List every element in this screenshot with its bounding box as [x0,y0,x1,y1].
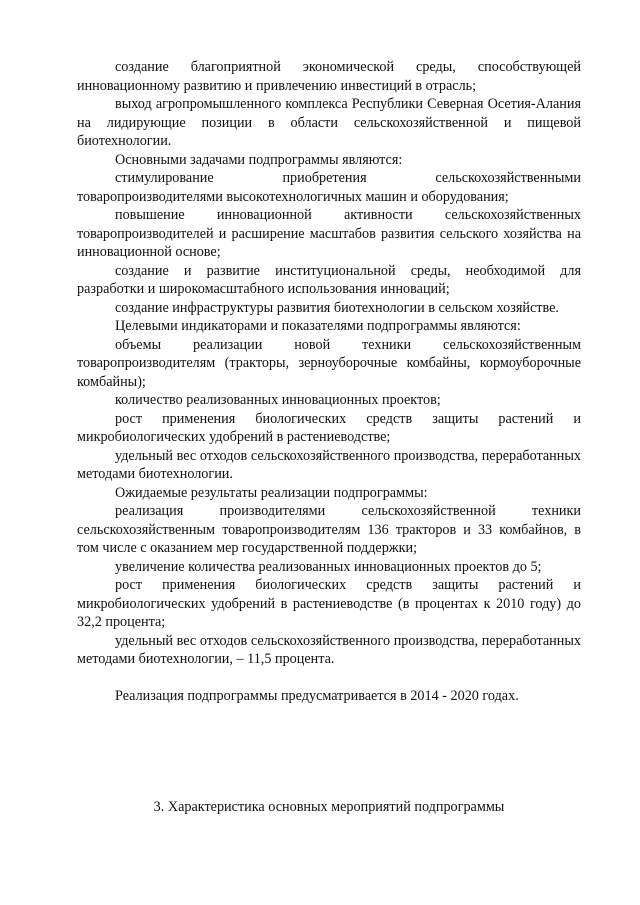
paragraph-indicator-machinery-volume: объемы реализации новой техники сельскохозяйственным товаропроизводителям (тракторы, зерноуборочные комбайны, кормоуборочные комбайны); [77,336,581,390]
paragraph-implementation-period: Реализация подпрограммы предусматривается в 2014 - 2020 годах. [115,687,519,704]
paragraph-result-biological-means: рост применения биологических средств защиты растений и микробиологических удобрений в растениеводстве (в процентах к 2010 году) до 32,2 процента; [77,577,581,630]
paragraph-task-machinery: стимулирование приобретения сельскохозяйственными товаропроизводителями высокотехнологичных машин и оборудования; [77,170,581,205]
paragraph-results-intro: Ожидаемые результаты реализации подпрограммы: [115,484,428,501]
document-body [77,58,581,705]
paragraph-indicator-projects-count: количество реализованных инновационных проектов; [115,392,441,408]
section-heading: 3. Характеристика основных мероприятий подпрограммы [153,799,505,815]
paragraph-task-biotech-infrastructure: создание инфраструктуры развития биотехнологии в сельском хозяйстве. [115,299,559,316]
paragraph-result-machinery-sales: реализация производителями сельскохозяйственной техники сельскохозяйственным товаропроизводителям 136 тракторов и 33 комбайнов, в том числе с оказанием мер государственной поддержки; [77,503,581,556]
paragraph-indicators-intro: Целевыми индикаторами и показателями подпрограммы являются: [115,318,521,334]
paragraph-result-waste-share: удельный вес отходов сельскохозяйственного производства, переработанных методами биотехнологии, – 11,5 процента. [77,632,581,667]
paragraph-goal-leadership: выход агропромышленного комплекса Республики Северная Осетия-Алания на лидирующие позиции в области сельскохозяйственной и пищевой биотехнологии. [77,96,581,149]
paragraph-result-projects: увеличение количества реализованных инновационных проектов до 5; [115,558,542,575]
paragraph-goal-environment: создание благоприятной экономической среды, способствующей инновационному развитию и привлечению инвестиций в отрасль; [77,59,581,94]
paragraph-indicator-waste-share: удельный вес отходов сельскохозяйственного производства, переработанных методами биотехнологии. [77,447,581,482]
paragraph-indicator-biological-means: рост применения биологических средств защиты растений и микробиологических удобрений в растениеводстве; [77,410,581,445]
paragraph-task-innovation-activity: повышение инновационной активности сельскохозяйственных товаропроизводителей и расширение масштабов развития сельского хозяйства на инновационной основе; [77,207,581,260]
paragraph-task-institutional-environment: создание и развитие институциональной среды, необходимой для разработки и широкомасштабного использования инноваций; [77,262,581,297]
paragraph-tasks-intro: Основными задачами подпрограммы являются: [115,151,403,168]
